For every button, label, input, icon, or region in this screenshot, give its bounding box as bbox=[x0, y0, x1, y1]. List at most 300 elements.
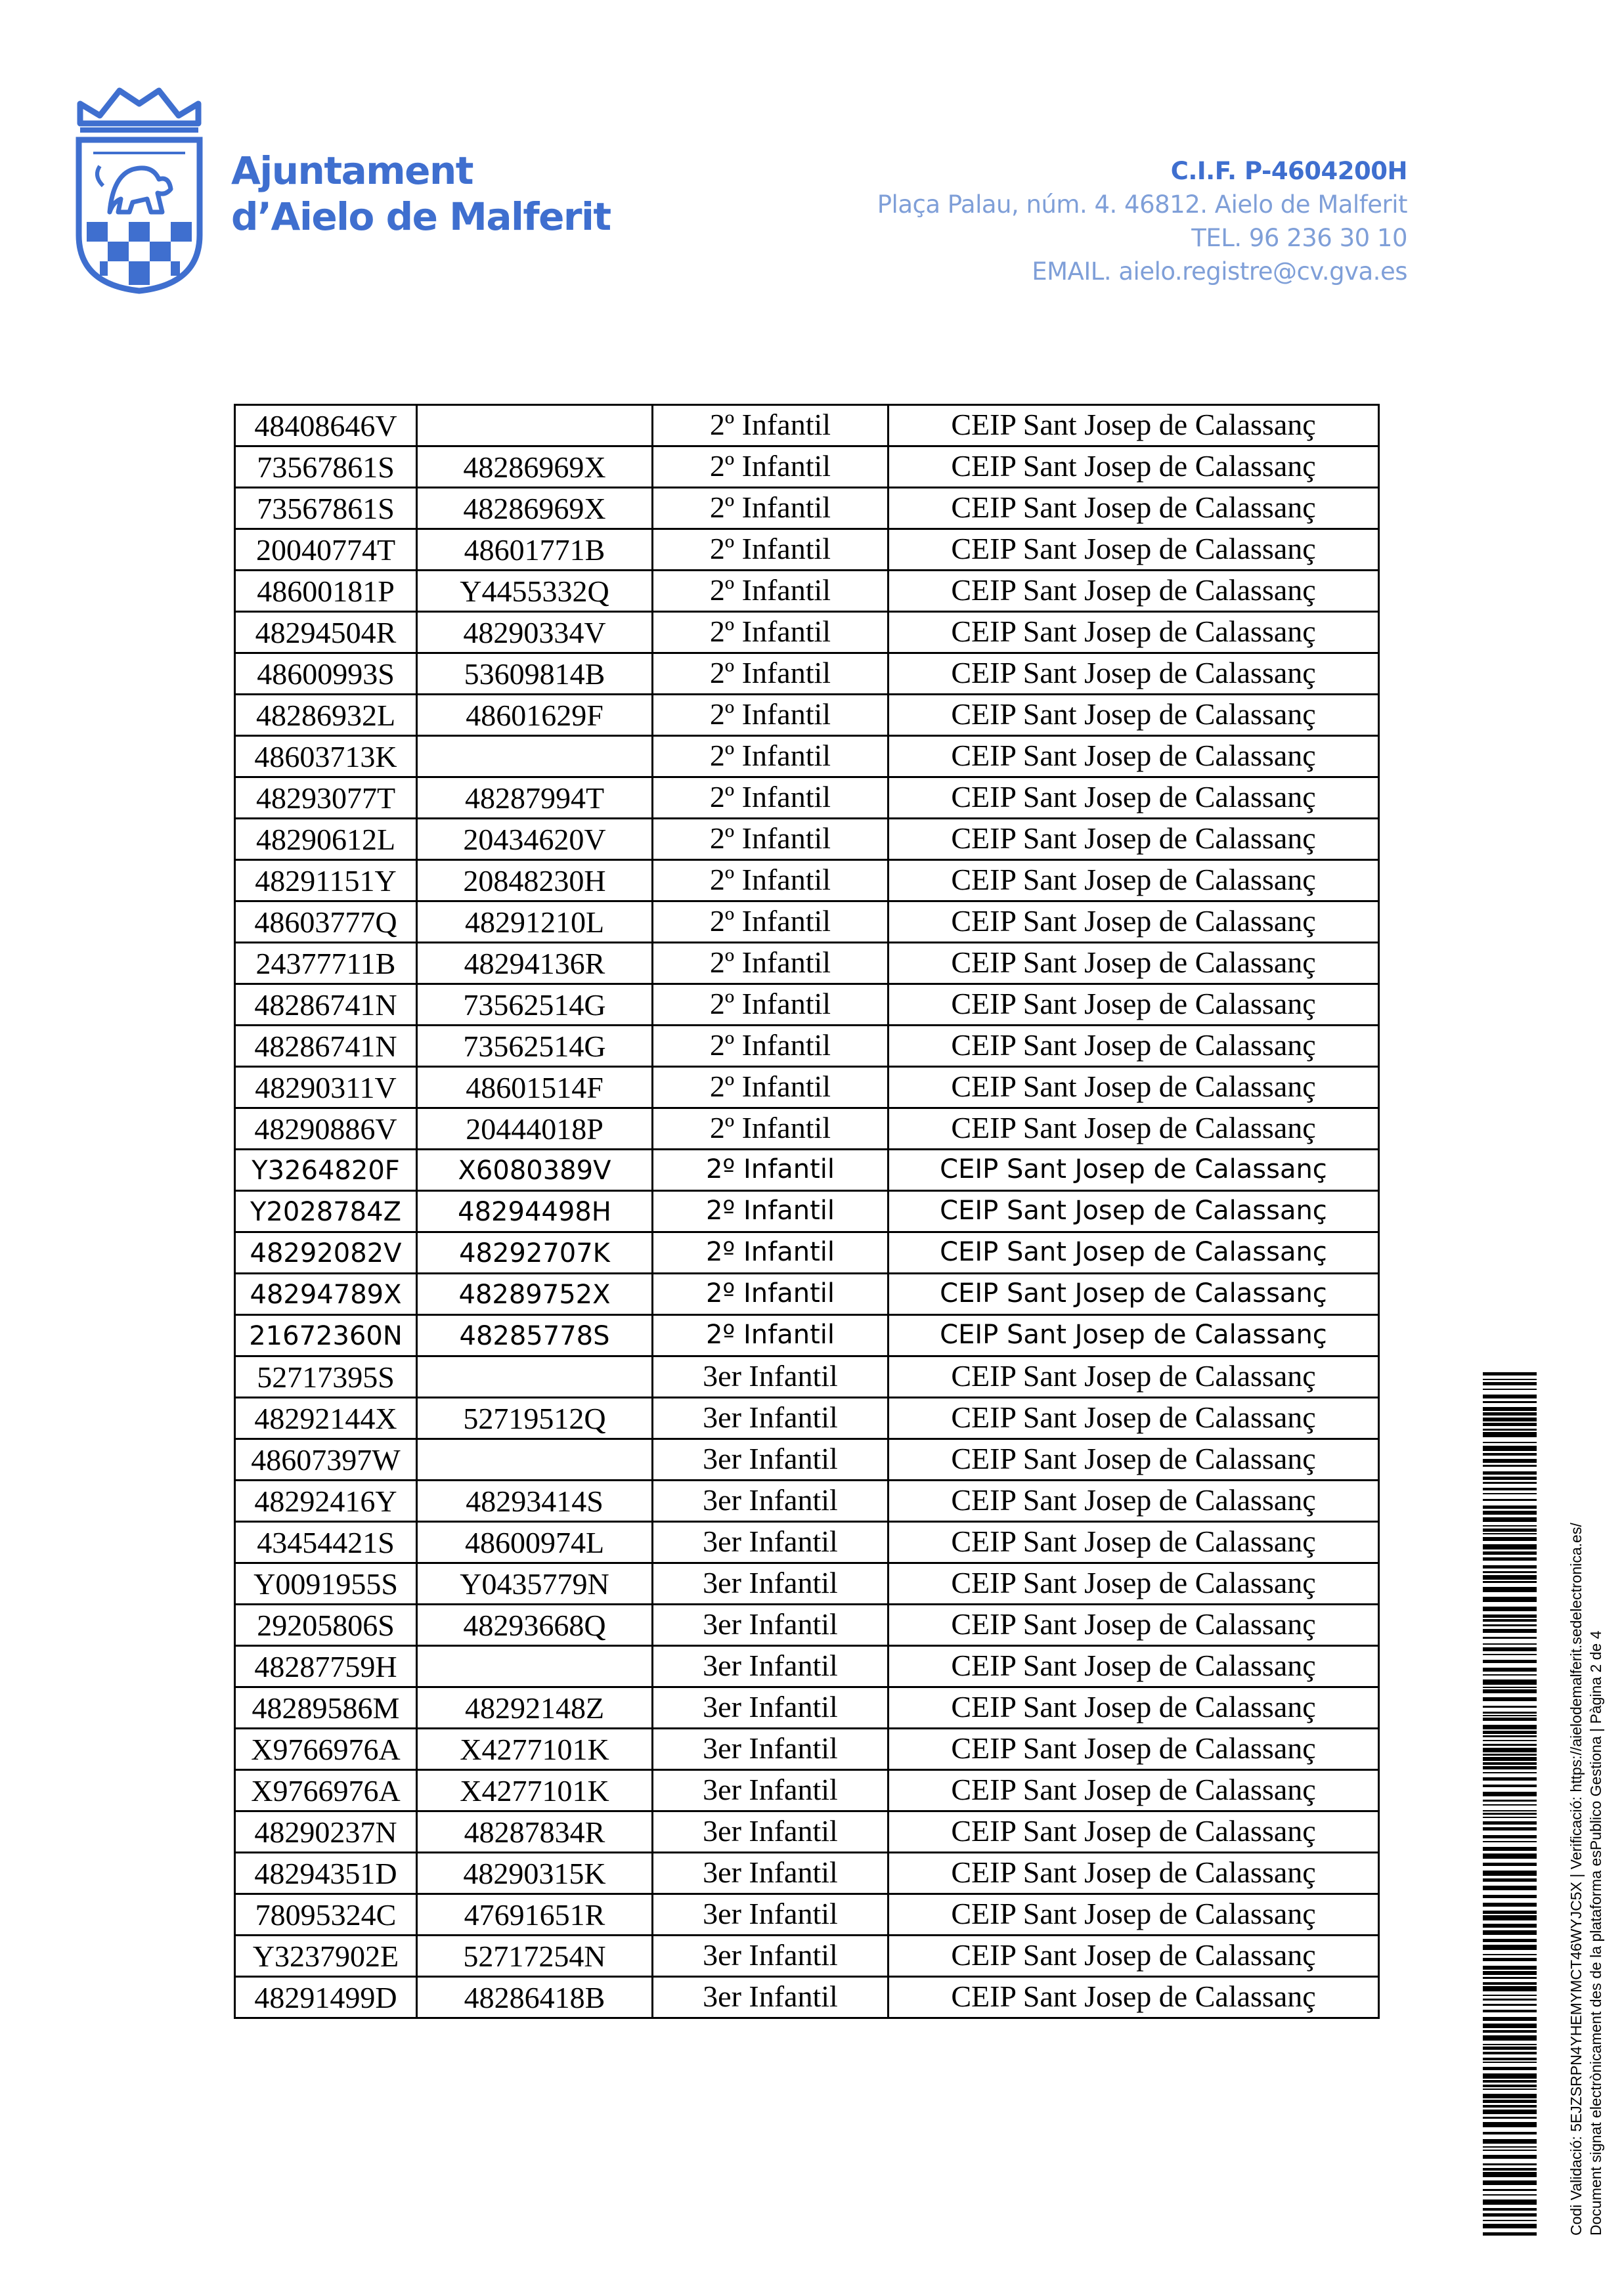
course-cell: 2º Infantil bbox=[653, 529, 889, 571]
barcode-bar bbox=[1483, 1971, 1537, 1975]
barcode-bar bbox=[1483, 1482, 1537, 1484]
dni-secondary-cell: 48601514F bbox=[417, 1067, 653, 1108]
barcode-bar bbox=[1483, 1731, 1537, 1734]
email: EMAIL. aielo.registre@cv.gva.es bbox=[1032, 257, 1407, 286]
barcode-bar bbox=[1483, 1401, 1537, 1403]
dni-primary-cell: 48290311V bbox=[235, 1067, 417, 1108]
table-row bbox=[235, 1522, 1379, 1563]
table-row bbox=[235, 1067, 1379, 1108]
dni-primary-cell: 48603713K bbox=[235, 736, 417, 777]
municipal-shield-logo bbox=[74, 77, 205, 294]
barcode-bar bbox=[1483, 1660, 1537, 1663]
dni-secondary-cell: Y4455332Q bbox=[417, 571, 653, 612]
dni-secondary-cell: 48290334V bbox=[417, 612, 653, 653]
barcode-bar bbox=[1483, 2067, 1537, 2070]
verification-line2: Document signat electrònicament des de la plataforma esPublico Gestiona | Pàgina 2 de 4 bbox=[1587, 1630, 1604, 2236]
barcode-bar bbox=[1483, 1575, 1537, 1580]
barcode-bar bbox=[1483, 1915, 1537, 1920]
barcode-bar bbox=[1483, 1835, 1537, 1838]
school-cell: CEIP Sant Josep de Calassanç bbox=[889, 1853, 1379, 1894]
barcode-bar bbox=[1483, 1525, 1537, 1527]
barcode-bar bbox=[1483, 1471, 1537, 1475]
barcode-bar bbox=[1483, 2199, 1537, 2205]
barcode-bar bbox=[1483, 1517, 1537, 1522]
barcode-bar bbox=[1483, 1643, 1537, 1645]
barcode-bar bbox=[1483, 2058, 1537, 2060]
dni-primary-cell: 29205806S bbox=[235, 1605, 417, 1646]
school-cell: CEIP Sant Josep de Calassanç bbox=[889, 1315, 1379, 1356]
barcode-bar bbox=[1483, 1571, 1537, 1573]
dni-secondary-cell: 48286418B bbox=[417, 1977, 653, 2018]
barcode-bar bbox=[1483, 1821, 1537, 1825]
course-cell: 3er Infantil bbox=[653, 1522, 889, 1563]
barcode-bar bbox=[1483, 2089, 1537, 2090]
dni-secondary-cell: 48294136R bbox=[417, 943, 653, 984]
dni-secondary-cell: 53609814B bbox=[417, 653, 653, 695]
school-cell: CEIP Sant Josep de Calassanç bbox=[889, 984, 1379, 1026]
barcode-bar bbox=[1483, 2024, 1537, 2028]
school-cell: CEIP Sant Josep de Calassanç bbox=[889, 1481, 1379, 1522]
barcode-bar bbox=[1483, 1772, 1537, 1773]
barcode-bar bbox=[1483, 1757, 1537, 1761]
dni-primary-cell: 43454421S bbox=[235, 1522, 417, 1563]
dni-secondary-cell bbox=[417, 736, 653, 777]
table-row bbox=[235, 777, 1379, 819]
school-cell: CEIP Sant Josep de Calassanç bbox=[889, 736, 1379, 777]
barcode-bar bbox=[1483, 1954, 1537, 1955]
dni-primary-cell: 48292082V bbox=[235, 1232, 417, 1274]
org-name-line2: d’Aielo de Malferit bbox=[231, 194, 611, 239]
barcode-bar bbox=[1483, 1886, 1537, 1890]
barcode-bar bbox=[1483, 1863, 1537, 1866]
barcode-bar bbox=[1483, 2044, 1537, 2045]
barcode-bar bbox=[1483, 1587, 1537, 1592]
dni-secondary-cell: X4277101K bbox=[417, 1729, 653, 1770]
barcode-bar bbox=[1483, 2100, 1537, 2103]
dni-primary-cell: 48286741N bbox=[235, 984, 417, 1026]
barcode-bar bbox=[1483, 1453, 1537, 1456]
dni-secondary-cell: 48293668Q bbox=[417, 1605, 653, 1646]
barcode-bar bbox=[1483, 1853, 1537, 1859]
barcode-bar bbox=[1483, 1930, 1537, 1935]
dni-primary-cell: 48291499D bbox=[235, 1977, 417, 2018]
table-row bbox=[235, 488, 1379, 529]
barcode-bar bbox=[1483, 1654, 1537, 1655]
barcode-bar bbox=[1483, 1597, 1537, 1602]
barcode-bar bbox=[1483, 1372, 1537, 1375]
school-cell: CEIP Sant Josep de Calassanç bbox=[889, 901, 1379, 943]
barcode-bar bbox=[1483, 1493, 1537, 1494]
course-cell: 2º Infantil bbox=[653, 1274, 889, 1315]
barcode-bar bbox=[1483, 1395, 1537, 1398]
dni-primary-cell: Y0091955S bbox=[235, 1563, 417, 1605]
school-cell: CEIP Sant Josep de Calassanç bbox=[889, 1108, 1379, 1150]
dni-primary-cell: 52717395S bbox=[235, 1356, 417, 1398]
barcode-bar bbox=[1483, 1777, 1537, 1781]
dni-secondary-cell: 48293414S bbox=[417, 1481, 653, 1522]
table-row bbox=[235, 1977, 1379, 2018]
school-cell: CEIP Sant Josep de Calassanç bbox=[889, 571, 1379, 612]
barcode-bar bbox=[1483, 2085, 1537, 2087]
barcode-bar bbox=[1483, 1725, 1537, 1729]
barcode-bar bbox=[1483, 1792, 1537, 1796]
barcode-bar bbox=[1483, 1924, 1537, 1928]
barcode-bar bbox=[1483, 1813, 1537, 1815]
course-cell: 3er Infantil bbox=[653, 1646, 889, 1687]
barcode-bar bbox=[1483, 1697, 1537, 1701]
barcode-bar bbox=[1483, 2010, 1537, 2012]
barcode-bar bbox=[1483, 1629, 1537, 1633]
barcode-bar bbox=[1483, 2062, 1537, 2063]
barcode-bar bbox=[1483, 2194, 1537, 2196]
dni-secondary-cell: Y0435779N bbox=[417, 1563, 653, 1605]
table-row bbox=[235, 1729, 1379, 1770]
barcode-bar bbox=[1483, 1999, 1537, 2001]
barcode-bar bbox=[1483, 2122, 1537, 2127]
dni-secondary-cell: 52719512Q bbox=[417, 1398, 653, 1439]
course-cell: 3er Infantil bbox=[653, 1563, 889, 1605]
school-cell: CEIP Sant Josep de Calassanç bbox=[889, 943, 1379, 984]
barcode-bar bbox=[1483, 2052, 1537, 2054]
barcode-bar bbox=[1483, 1895, 1537, 1898]
course-cell: 2º Infantil bbox=[653, 1191, 889, 1232]
barcode-bar bbox=[1483, 1432, 1537, 1437]
dni-secondary-cell bbox=[417, 1356, 653, 1398]
barcode-bar bbox=[1483, 1966, 1537, 1970]
dni-primary-cell: 48294789X bbox=[235, 1274, 417, 1315]
verification-line1: Codi Validació: 5EJZSRPN4YHEMYMCT46WYJC5X | Verificació: https://aielodemalferit.sedelectronica.es/ bbox=[1568, 1523, 1585, 2236]
table-row bbox=[235, 446, 1379, 488]
dni-secondary-cell bbox=[417, 405, 653, 446]
dni-secondary-cell: 48285778S bbox=[417, 1315, 653, 1356]
course-cell: 3er Infantil bbox=[653, 1853, 889, 1894]
course-cell: 2º Infantil bbox=[653, 777, 889, 819]
barcode-bar bbox=[1483, 1706, 1537, 1708]
contact-block bbox=[877, 154, 1407, 288]
school-cell: CEIP Sant Josep de Calassanç bbox=[889, 1811, 1379, 1853]
barcode-bar bbox=[1483, 1878, 1537, 1882]
barcode-bar bbox=[1483, 2047, 1537, 2050]
dni-secondary-cell: 48294498H bbox=[417, 1191, 653, 1232]
barcode-bar bbox=[1483, 1748, 1537, 1752]
dni-secondary-cell: 48292707K bbox=[417, 1232, 653, 1274]
barcode-bar bbox=[1483, 1679, 1537, 1685]
course-cell: 2º Infantil bbox=[653, 695, 889, 736]
course-cell: 3er Infantil bbox=[653, 1356, 889, 1398]
barcode-bar bbox=[1483, 1446, 1537, 1451]
barcode-bar bbox=[1483, 1687, 1537, 1688]
barcode-bar bbox=[1483, 1939, 1537, 1942]
barcode-bar bbox=[1483, 2232, 1537, 2236]
barcode-bar bbox=[1483, 2155, 1537, 2159]
course-cell: 3er Infantil bbox=[653, 1687, 889, 1729]
dni-primary-cell: 48290612L bbox=[235, 819, 417, 860]
course-cell: 3er Infantil bbox=[653, 1936, 889, 1977]
barcode-bar bbox=[1483, 1533, 1537, 1534]
course-cell: 2º Infantil bbox=[653, 1150, 889, 1191]
barcode-bar bbox=[1483, 1511, 1537, 1515]
school-cell: CEIP Sant Josep de Calassanç bbox=[889, 1605, 1379, 1646]
barcode-bar bbox=[1483, 1379, 1537, 1380]
barcode-bar bbox=[1483, 1744, 1537, 1746]
dni-primary-cell: 48408646V bbox=[235, 405, 417, 446]
barcode-bar bbox=[1483, 1977, 1537, 1979]
barcode-bar bbox=[1483, 2139, 1537, 2144]
school-cell: CEIP Sant Josep de Calassanç bbox=[889, 1232, 1379, 1274]
barcode-bar bbox=[1483, 2224, 1537, 2228]
dni-primary-cell: 73567861S bbox=[235, 446, 417, 488]
barcode-bar bbox=[1483, 1804, 1537, 1806]
barcode-bar bbox=[1483, 1429, 1537, 1431]
table-row bbox=[235, 405, 1379, 446]
school-cell: CEIP Sant Josep de Calassanç bbox=[889, 488, 1379, 529]
school-cell: CEIP Sant Josep de Calassanç bbox=[889, 529, 1379, 571]
school-cell: CEIP Sant Josep de Calassanç bbox=[889, 1026, 1379, 1067]
course-cell: 2º Infantil bbox=[653, 653, 889, 695]
table-body bbox=[235, 405, 1379, 2018]
barcode-bar bbox=[1483, 1407, 1537, 1411]
barcode-bar bbox=[1483, 1537, 1537, 1541]
dni-secondary-cell: 48289752X bbox=[417, 1274, 653, 1315]
course-cell: 2º Infantil bbox=[653, 860, 889, 901]
course-cell: 2º Infantil bbox=[653, 571, 889, 612]
barcode-bar bbox=[1483, 1871, 1537, 1876]
course-cell: 3er Infantil bbox=[653, 1729, 889, 1770]
course-cell: 2º Infantil bbox=[653, 446, 889, 488]
school-cell: CEIP Sant Josep de Calassanç bbox=[889, 1687, 1379, 1729]
barcode-bar bbox=[1483, 1581, 1537, 1583]
table-row bbox=[235, 1605, 1379, 1646]
school-cell: CEIP Sant Josep de Calassanç bbox=[889, 1191, 1379, 1232]
barcode-bar bbox=[1483, 1477, 1537, 1480]
dni-primary-cell: 48286741N bbox=[235, 1026, 417, 1067]
table-row bbox=[235, 1853, 1379, 1894]
dni-secondary-cell: X6080389V bbox=[417, 1150, 653, 1191]
barcode-bar bbox=[1483, 2208, 1537, 2211]
dni-primary-cell: 48600181P bbox=[235, 571, 417, 612]
course-cell: 2º Infantil bbox=[653, 901, 889, 943]
school-cell: CEIP Sant Josep de Calassanç bbox=[889, 1729, 1379, 1770]
org-name-line1: Ajuntament bbox=[231, 148, 473, 193]
table-row bbox=[235, 736, 1379, 777]
dni-primary-cell: Y3237902E bbox=[235, 1936, 417, 1977]
barcode-bar bbox=[1483, 2080, 1537, 2083]
dni-secondary-cell: 52717254N bbox=[417, 1936, 653, 1977]
course-cell: 3er Infantil bbox=[653, 1439, 889, 1481]
dni-secondary-cell: 48601629F bbox=[417, 695, 653, 736]
barcode-bar bbox=[1483, 2146, 1537, 2148]
dni-secondary-cell bbox=[417, 1646, 653, 1687]
school-cell: CEIP Sant Josep de Calassanç bbox=[889, 1522, 1379, 1563]
barcode-bar bbox=[1483, 1389, 1537, 1390]
table-row bbox=[235, 819, 1379, 860]
course-cell: 3er Infantil bbox=[653, 1894, 889, 1936]
barcode-bar bbox=[1483, 1810, 1537, 1811]
school-cell: CEIP Sant Josep de Calassanç bbox=[889, 1894, 1379, 1936]
dni-secondary-cell: X4277101K bbox=[417, 1770, 653, 1811]
school-cell: CEIP Sant Josep de Calassanç bbox=[889, 1067, 1379, 1108]
dni-primary-cell: 48292416Y bbox=[235, 1481, 417, 1522]
barcode-bar bbox=[1483, 2213, 1537, 2217]
table-row bbox=[235, 1811, 1379, 1853]
school-cell: CEIP Sant Josep de Calassanç bbox=[889, 405, 1379, 446]
barcode-bar bbox=[1483, 1718, 1537, 1721]
dni-primary-cell: 48290886V bbox=[235, 1108, 417, 1150]
table-row bbox=[235, 943, 1379, 984]
table-row bbox=[235, 1232, 1379, 1274]
barcode-bar bbox=[1483, 1735, 1537, 1737]
barcode-bar bbox=[1483, 1712, 1537, 1714]
course-cell: 3er Infantil bbox=[653, 1398, 889, 1439]
dni-primary-cell: 78095324C bbox=[235, 1894, 417, 1936]
barcode-bar bbox=[1483, 2030, 1537, 2033]
table-row bbox=[235, 1770, 1379, 1811]
barcode-bar bbox=[1483, 2110, 1537, 2114]
dni-primary-cell: Y3264820F bbox=[235, 1150, 417, 1191]
barcode-bar bbox=[1483, 2172, 1537, 2177]
table-row bbox=[235, 1563, 1379, 1605]
barcode-bar bbox=[1483, 1674, 1537, 1676]
school-cell: CEIP Sant Josep de Calassanç bbox=[889, 446, 1379, 488]
dni-primary-cell: 48600993S bbox=[235, 653, 417, 695]
table-row bbox=[235, 1026, 1379, 1067]
barcode-bar bbox=[1483, 1418, 1537, 1421]
barcode-bar bbox=[1483, 1382, 1537, 1385]
school-cell: CEIP Sant Josep de Calassanç bbox=[889, 819, 1379, 860]
table-row bbox=[235, 1315, 1379, 1356]
table-row bbox=[235, 1646, 1379, 1687]
table-row bbox=[235, 1687, 1379, 1729]
barcode-bar bbox=[1483, 2105, 1537, 2108]
table-row bbox=[235, 612, 1379, 653]
school-cell: CEIP Sant Josep de Calassanç bbox=[889, 1936, 1379, 1977]
barcode-bar bbox=[1483, 1841, 1537, 1842]
dni-secondary-cell: 48600974L bbox=[417, 1522, 653, 1563]
barcode-bar bbox=[1483, 1762, 1537, 1765]
school-cell: CEIP Sant Josep de Calassanç bbox=[889, 1356, 1379, 1398]
dni-secondary-cell: 20444018P bbox=[417, 1108, 653, 1150]
dni-secondary-cell: 20848230H bbox=[417, 860, 653, 901]
course-cell: 2º Infantil bbox=[653, 984, 889, 1026]
school-cell: CEIP Sant Josep de Calassanç bbox=[889, 1398, 1379, 1439]
barcode-bar bbox=[1483, 1754, 1537, 1756]
school-cell: CEIP Sant Josep de Calassanç bbox=[889, 1646, 1379, 1687]
verification-text bbox=[1566, 1523, 1606, 2236]
barcode-bar bbox=[1483, 1785, 1537, 1787]
barcode-bar bbox=[1483, 1624, 1537, 1626]
dni-primary-cell: 20040774T bbox=[235, 529, 417, 571]
barcode-bar bbox=[1483, 1544, 1537, 1549]
barcode-bar bbox=[1483, 1499, 1537, 1501]
dni-secondary-cell: 48287994T bbox=[417, 777, 653, 819]
school-cell: CEIP Sant Josep de Calassanç bbox=[889, 653, 1379, 695]
table-row bbox=[235, 1481, 1379, 1522]
barcode-bar bbox=[1483, 1945, 1537, 1950]
course-cell: 3er Infantil bbox=[653, 1811, 889, 1853]
course-cell: 2º Infantil bbox=[653, 819, 889, 860]
barcode-bar bbox=[1483, 1647, 1537, 1651]
barcode-bar bbox=[1483, 1958, 1537, 1961]
dni-secondary-cell: 48286969X bbox=[417, 446, 653, 488]
address: Plaça Palau, núm. 4. 46812. Aielo de Malferit bbox=[877, 190, 1407, 219]
organization-name bbox=[231, 148, 611, 240]
barcode-bar bbox=[1483, 1637, 1537, 1639]
letterhead bbox=[0, 0, 1624, 341]
barcode-bar bbox=[1483, 2035, 1537, 2041]
course-cell: 2º Infantil bbox=[653, 1108, 889, 1150]
cif-number: C.I.F. P-4604200H bbox=[1170, 157, 1407, 185]
table-row bbox=[235, 901, 1379, 943]
dni-primary-cell: 48287759H bbox=[235, 1646, 417, 1687]
dni-secondary-cell: 48292148Z bbox=[417, 1687, 653, 1729]
dni-secondary-cell: 48287834R bbox=[417, 1811, 653, 1853]
school-cell: CEIP Sant Josep de Calassanç bbox=[889, 1977, 1379, 2018]
course-cell: 2º Infantil bbox=[653, 943, 889, 984]
course-cell: 2º Infantil bbox=[653, 1067, 889, 1108]
course-cell: 2º Infantil bbox=[653, 612, 889, 653]
dni-primary-cell: 48294504R bbox=[235, 612, 417, 653]
barcode-bar bbox=[1483, 2163, 1537, 2165]
table-row bbox=[235, 695, 1379, 736]
course-cell: 2º Infantil bbox=[653, 488, 889, 529]
table-row bbox=[235, 1150, 1379, 1191]
dni-primary-cell: 48292144X bbox=[235, 1398, 417, 1439]
dni-primary-cell: 21672360N bbox=[235, 1315, 417, 1356]
table-row bbox=[235, 1894, 1379, 1936]
barcode-bar bbox=[1483, 1982, 1537, 1985]
barcode-bar bbox=[1483, 2220, 1537, 2221]
table-row bbox=[235, 1108, 1379, 1150]
table-row bbox=[235, 653, 1379, 695]
student-table bbox=[234, 404, 1380, 2019]
dni-primary-cell: X9766976A bbox=[235, 1770, 417, 1811]
phone: TEL. 96 236 30 10 bbox=[1191, 224, 1407, 252]
course-cell: 3er Infantil bbox=[653, 1977, 889, 2018]
school-cell: CEIP Sant Josep de Calassanç bbox=[889, 777, 1379, 819]
barcode-bar bbox=[1483, 2150, 1537, 2151]
dni-primary-cell: 48293077T bbox=[235, 777, 417, 819]
table-row bbox=[235, 1936, 1379, 1977]
dni-primary-cell: 48294351D bbox=[235, 1853, 417, 1894]
barcode-bar bbox=[1483, 2132, 1537, 2134]
barcode-bar bbox=[1483, 1995, 1537, 1996]
barcode-bar bbox=[1483, 1412, 1537, 1416]
barcode-bar bbox=[1483, 2094, 1537, 2098]
table-row bbox=[235, 1191, 1379, 1232]
barcode-bar bbox=[1483, 1614, 1537, 1618]
school-cell: CEIP Sant Josep de Calassanç bbox=[889, 1150, 1379, 1191]
dni-primary-cell: 48603777Q bbox=[235, 901, 417, 943]
barcode-bar bbox=[1483, 2117, 1537, 2119]
barcode-bar bbox=[1483, 1911, 1537, 1914]
barcode-bar bbox=[1483, 1423, 1537, 1426]
dni-primary-cell: 24377711B bbox=[235, 943, 417, 984]
barcode-bar bbox=[1483, 1619, 1537, 1622]
dni-secondary-cell bbox=[417, 1439, 653, 1481]
table-row bbox=[235, 860, 1379, 901]
barcode-bar bbox=[1483, 1817, 1537, 1818]
school-cell: CEIP Sant Josep de Calassanç bbox=[889, 1439, 1379, 1481]
barcode-bar bbox=[1483, 1766, 1537, 1769]
dni-secondary-cell: 48286969X bbox=[417, 488, 653, 529]
table-row bbox=[235, 571, 1379, 612]
course-cell: 2º Infantil bbox=[653, 736, 889, 777]
course-cell: 2º Infantil bbox=[653, 405, 889, 446]
dni-secondary-cell: 48291210L bbox=[417, 901, 653, 943]
barcode-bar bbox=[1483, 2004, 1537, 2006]
barcode-bar bbox=[1483, 1505, 1537, 1509]
barcode-bar bbox=[1483, 1528, 1537, 1532]
